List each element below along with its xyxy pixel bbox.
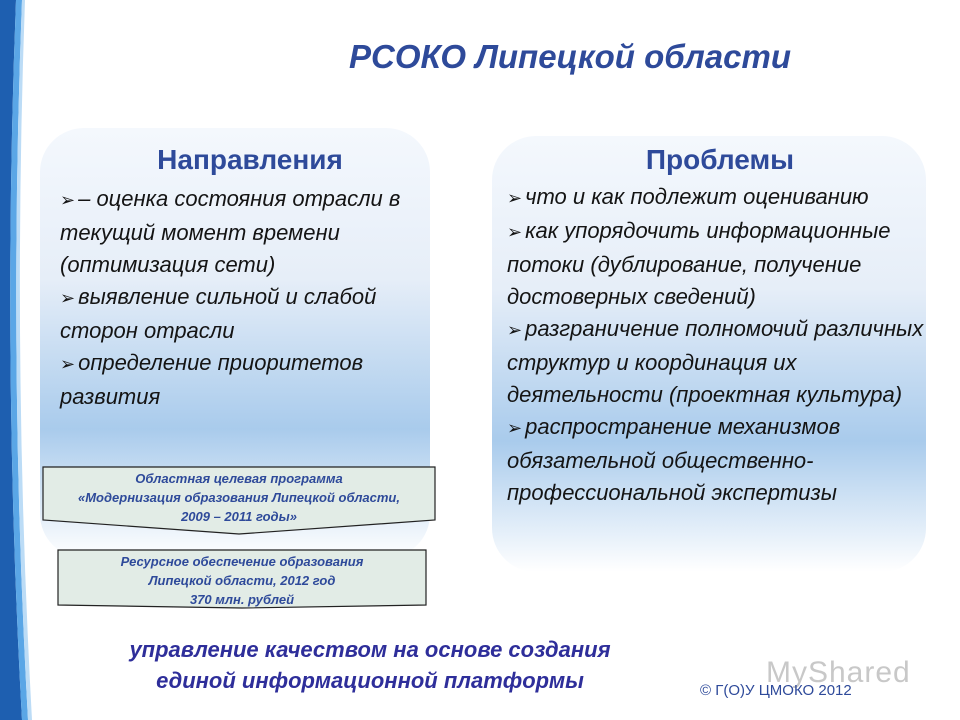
bullet-arrow-icon: ➢ [507,418,523,439]
bullet-arrow-icon: ➢ [507,320,523,341]
list-item: ➢ распространение механизмов обязательной общественно-профессиональной экспертизы [507,414,841,505]
bullet-arrow-icon: ➢ [60,190,76,211]
watermark: MyShared [766,656,911,689]
list-item: ➢ что и как подлежит оцениванию [507,184,869,209]
problems-list [507,181,927,509]
conclusion-line-1: управление качеством на основе создания [129,637,611,662]
bullet-arrow-icon: ➢ [60,288,76,309]
list-item: ➢ как упорядочить информационные потоки (дублирование, получение достоверных сведений) [507,218,891,309]
directions-list [60,183,440,413]
problems-heading: Проблемы [645,144,795,175]
bullet-arrow-icon: ➢ [507,222,523,243]
directions-heading: Направления [157,144,343,175]
left-decoration [0,0,40,720]
copyright-text: © Г(О)У ЦМОКО 2012 [700,682,852,699]
list-item: ➢ – оценка состояния отрасли в текущий момент времени (оптимизация сети) [60,186,401,277]
slide-title: РСОКО Липецкой области [349,38,791,75]
list-item: ➢ разграничение полномочий различных структур и координация их деятельности (проектная культура) [507,316,924,407]
bullet-arrow-icon: ➢ [60,354,76,375]
conclusion-line-2: единой информационной платформы [156,668,584,693]
list-item: ➢ выявление сильной и слабой сторон отрасли [60,284,377,343]
bullet-arrow-icon: ➢ [507,188,523,209]
list-item: ➢ определение приоритетов развития [60,350,364,409]
